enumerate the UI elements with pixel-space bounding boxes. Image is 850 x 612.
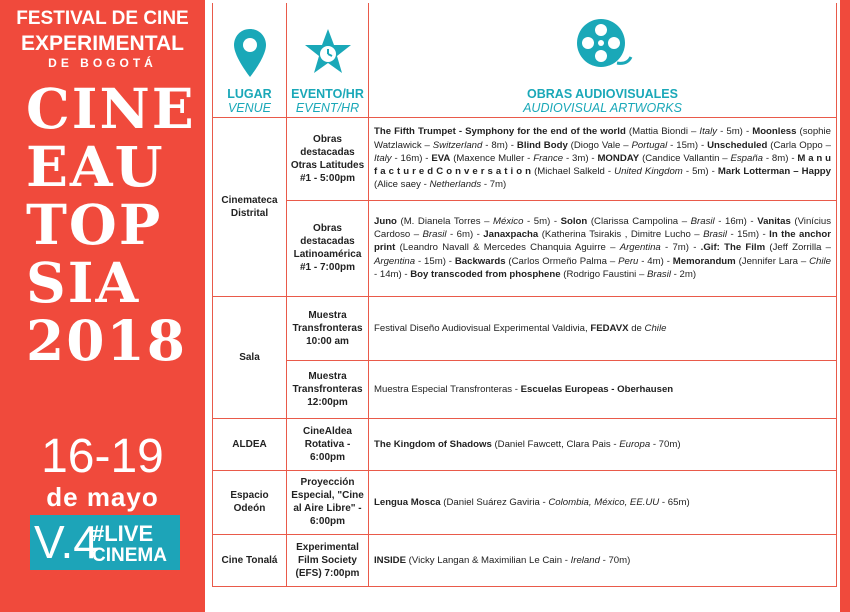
header-row — [213, 3, 837, 117]
event-header-en: EVENT/HR — [295, 100, 360, 115]
venue-cell: Espacio Odeón — [213, 470, 287, 534]
festival-name-line3: DE BOGOTÁ — [48, 56, 157, 70]
work-title: Memorandum — [672, 255, 736, 267]
work-title: Juno — [374, 215, 397, 227]
logo-line: 2018 — [26, 308, 188, 373]
work-title: Unscheduled — [707, 139, 768, 151]
right-edge-strip — [840, 0, 850, 612]
logo-line: EAU — [26, 134, 165, 199]
logo-line: SIA — [26, 250, 141, 315]
work-title: M a n u f a c t u r e d C o n v e r s a t i o n — [374, 152, 832, 178]
event-header — [287, 3, 369, 117]
works-cell: Juno (M. Dianela Torres – México - 5m) - Solon (Clarissa Campolina – Brasil - 16m) - Vanitas (Vinícius Cardoso – Brasil - 6m) - Janaxpacha (Katherina Tsirakis , Dimitre Lucho – Brasil - 15m) - In the anchor print (Leandro Navall & Mercedes Chanquia Aguirre – Argentina - 7m) - .Gif: The Film (Jeff Zorrilla – Argentina - 15m) - Backwards (Carlos Ormeño Palma – Peru - 4m) - Memorandum (Jennifer Lara – Chile - 14m) - Boy transcoded from phosphene (Rodrigo Faustini – Brasil - 2m) — [369, 200, 837, 296]
event-cell: Muestra Transfronteras 12:00pm — [287, 360, 369, 418]
live-cinema-badge — [30, 515, 180, 570]
event-header-es: EVENTO/HR — [291, 86, 364, 101]
work-title: EVA — [431, 152, 451, 164]
edition-label: V.4 — [34, 516, 99, 568]
festival-dates: 16-19 — [41, 430, 164, 483]
festival-name-line1: FESTIVAL DE CINE — [16, 8, 189, 29]
table-row — [213, 296, 837, 360]
event-cell: Experimental Film Society (EFS) 7:00pm — [287, 534, 369, 586]
cinema-label: CINEMA — [92, 545, 167, 566]
work-title: The Fifth Trumpet - Symphony for the end of the world — [374, 126, 626, 138]
festival-month: de mayo — [46, 482, 159, 512]
event-cell: Obras destacadas Latinoamérica #1 - 7:00pm — [287, 200, 369, 296]
venue-cell: Sala — [213, 296, 287, 418]
works-header-es: OBRAS AUDIOVISUALES — [527, 86, 678, 101]
table-row — [213, 200, 837, 296]
works-cell: INSIDE (Vicky Langan & Maximilian Le Cain - Ireland - 70m) — [369, 534, 837, 586]
work-title: Solon — [560, 215, 588, 227]
venue-cell: Cine Tonalá — [213, 534, 287, 586]
star-clock-icon — [303, 27, 353, 77]
work-title: Janaxpacha — [483, 229, 539, 241]
works-header-en: AUDIOVISUAL ARTWORKS — [523, 100, 682, 115]
work-title: Backwards — [454, 255, 506, 267]
location-pin-icon — [232, 27, 268, 79]
festival-sidebar — [0, 0, 205, 612]
event-cell: Proyección Especial, "Cine al Aire Libre" - 6:00pm — [287, 470, 369, 534]
works-cell: The Fifth Trumpet - Symphony for the end of the world (Mattia Biondi – Italy - 5m) - Moonless (sophie Watzlawick – Switzerland - 8m) - Blind Body (Diogo Vale – Portugal - 15m) - Unscheduled (Carla Oppo – Italy - 16m) - EVA (Maxence Muller - France - 3m) - MONDAY (Candice Vallantin – España - 8m) - M a n u f a c t u r e d C o n v e r s a t i o n (Michael Salkeld - United Kingdom - 5m) - Mark Lotterman – Happy (Alice saey - Netherlands - 7m) — [369, 117, 837, 200]
event-cell: Muestra Transfronteras 10:00 am — [287, 296, 369, 360]
works-cell: Lengua Mosca (Daniel Suárez Gaviria - Colombia, México, EE.UU - 65m) — [369, 470, 837, 534]
table-row — [213, 418, 837, 470]
work-title: Boy transcoded from phosphene — [410, 268, 561, 280]
logo-line: CINE — [26, 76, 196, 141]
work-title: In the anchor print — [374, 229, 831, 254]
table-row — [213, 117, 837, 200]
table-row — [213, 534, 837, 586]
cineautopsia-logo — [26, 76, 196, 373]
logo-line: TOP — [26, 192, 163, 257]
work-title: Moonless — [752, 126, 797, 138]
schedule-table-wrapper — [212, 3, 836, 608]
works-cell: Muestra Especial Transfronteras - Escuelas Europeas - Oberhausen — [369, 360, 837, 418]
venue-header-es: LUGAR — [227, 86, 272, 101]
event-cell: Obras destacadas Otras Latitudes #1 - 5:00pm — [287, 117, 369, 200]
live-label: #LIVE — [92, 521, 154, 546]
event-cell: CineAldea Rotativa - 6:00pm — [287, 418, 369, 470]
table-row — [213, 360, 837, 418]
schedule-table — [212, 3, 837, 587]
work-title: Vanitas — [757, 215, 791, 227]
work-title: .Gif: The Film — [700, 242, 766, 254]
works-header — [369, 3, 837, 117]
festival-name-line2: EXPERIMENTAL — [21, 32, 184, 55]
work-title: Blind Body — [516, 139, 568, 151]
work-title: Mark Lotterman – Happy — [717, 166, 832, 178]
table-row — [213, 470, 837, 534]
works-cell: The Kingdom of Shadows (Daniel Fawcett, Clara Pais - Europa - 70m) — [369, 418, 837, 470]
work-title: MONDAY — [597, 152, 640, 164]
venue-header-en: VENUE — [227, 100, 272, 115]
works-cell: Festival Diseño Audiovisual Experimental Valdivia, FEDAVX de Chile — [369, 296, 837, 360]
venue-header — [213, 3, 287, 117]
film-reel-icon — [573, 17, 633, 73]
venue-cell: ALDEA — [213, 418, 287, 470]
venue-cell: Cinemateca Distrital — [213, 117, 287, 296]
